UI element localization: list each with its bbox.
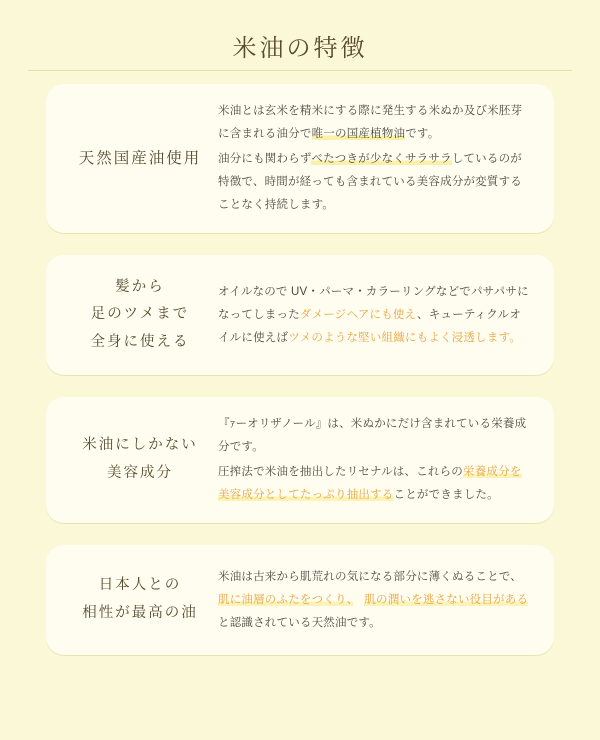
feature-card — [46, 545, 554, 655]
body-paragraph — [218, 461, 532, 507]
text-run: ことができました。 — [393, 489, 499, 501]
text-run: 栄養成分を美容成分としてたっぷり抽出する — [218, 466, 522, 501]
feature-card — [46, 84, 554, 233]
text-run: 肌に油層のふたをつくり、 — [218, 593, 353, 606]
feature-card-body — [218, 281, 532, 350]
text-run: 『ｧーオリザノール』は、米ぬかにだけ含まれている栄養成分です。 — [218, 418, 527, 453]
text-run: 米油は古来から肌荒れの気になる部分に薄くぬることで、 — [218, 570, 522, 583]
text-run: 唯一の国産植物油 — [311, 128, 406, 140]
feature-card-body — [218, 100, 532, 217]
page-title-container — [0, 28, 600, 71]
text-run: 油分にも関わらず — [218, 153, 312, 165]
heading-line: 米油にしかない — [82, 437, 198, 454]
body-paragraph — [218, 148, 532, 217]
text-run: と認識されている天然油です。 — [218, 616, 381, 629]
text-run: です。 — [405, 128, 440, 140]
feature-card-heading — [68, 144, 218, 173]
body-paragraph — [218, 566, 532, 635]
text-run: オイルなので UV・パーマ・カラーリングなどでパサパサになってしまった — [218, 285, 529, 321]
heading-line: 天然国産油使用 — [78, 149, 202, 167]
feature-card-heading — [68, 572, 218, 627]
body-paragraph — [218, 281, 532, 350]
text-run: しているのが — [451, 153, 522, 165]
body-paragraph — [218, 413, 532, 459]
text-run — [353, 594, 365, 606]
text-run: 、キューティクルオイルに使えば — [218, 308, 522, 344]
text-run: 含まれる油分で — [229, 128, 312, 140]
heading-line: 全身に使える — [90, 333, 190, 350]
heading-line: 相性が最高の油 — [82, 605, 198, 621]
feature-card-list — [0, 84, 600, 677]
text-run: ツメのような堅い組織にもよく浸透します。 — [288, 331, 522, 344]
feature-card-heading — [68, 432, 218, 487]
feature-card-body — [218, 566, 532, 635]
feature-card-heading — [68, 274, 218, 357]
heading-line: 足のツメまで — [90, 306, 190, 323]
text-run: べたつきが少なくサラサラ — [311, 153, 452, 165]
text-run: 圧搾法で米油を抽出したリセナルは、これらの — [218, 466, 464, 478]
feature-card-body — [218, 413, 532, 507]
text-run: 特徴で、時間が経っても含まれている美容成分が変質することなく持続します。 — [218, 176, 522, 211]
heading-line: 髪から — [115, 278, 165, 295]
feature-card — [46, 397, 554, 523]
text-run: 肌の潤いを逃さない役目がある — [364, 593, 529, 606]
title-divider — [28, 70, 572, 71]
text-run: 米油とは玄米を精米にする際に発生する米ぬか及び米胚芽に — [218, 105, 523, 140]
heading-line: 美容成分 — [107, 465, 173, 481]
text-run: ダメージヘアにも使え — [299, 308, 418, 321]
heading-line: 日本人との — [98, 577, 182, 594]
body-paragraph — [218, 100, 532, 146]
feature-card — [46, 255, 554, 375]
page-title: 米油の特徴 — [232, 36, 368, 62]
